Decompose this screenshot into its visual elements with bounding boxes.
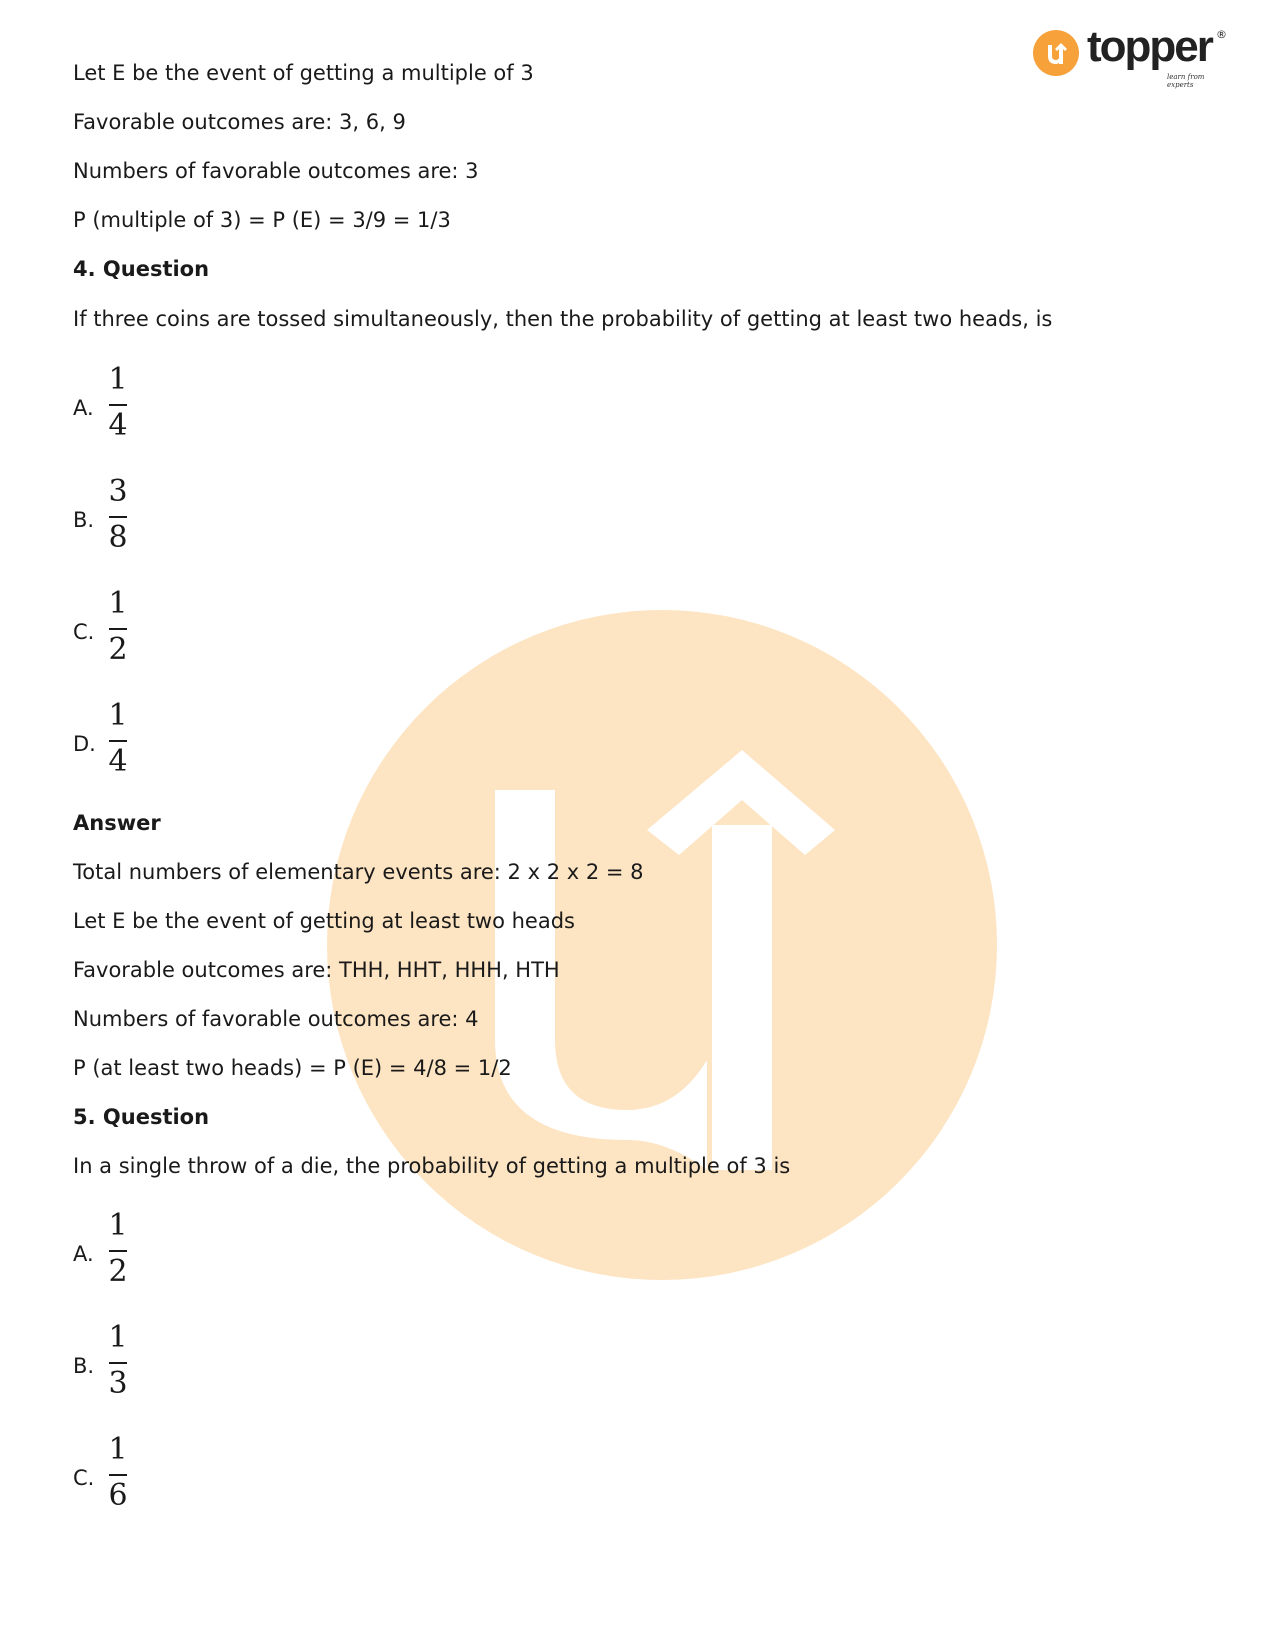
watermark-logo bbox=[327, 610, 997, 1280]
option-label: A. bbox=[73, 396, 94, 420]
option-label: B. bbox=[73, 1354, 95, 1378]
option-label: D. bbox=[73, 732, 96, 756]
question-5-text: In a single throw of a die, the probability of getting a multiple of 3 is bbox=[73, 1154, 791, 1178]
option-label: B. bbox=[73, 508, 95, 532]
answer-line: Favorable outcomes are: THH, HHT, HHH, HTH bbox=[73, 958, 560, 982]
topper-badge-icon bbox=[1033, 30, 1079, 76]
option-label: C. bbox=[73, 1466, 95, 1490]
question-5-heading: 5. Question bbox=[73, 1105, 210, 1129]
brand-tagline: learn from experts bbox=[1167, 73, 1205, 89]
solution-line: P (multiple of 3) = P (E) = 3/9 = 1/3 bbox=[73, 208, 451, 232]
option-label: A. bbox=[73, 1242, 94, 1266]
q5-option-a[interactable]: A. 1 2 bbox=[73, 1208, 128, 1289]
registered-mark: ® bbox=[1216, 28, 1227, 41]
question-4-heading: 4. Question bbox=[73, 257, 210, 281]
answer-line: Total numbers of elementary events are: 2 x 2 x 2 = 8 bbox=[73, 860, 644, 884]
q4-option-a[interactable]: A. 1 4 bbox=[73, 362, 128, 443]
answer-line: Numbers of favorable outcomes are: 4 bbox=[73, 1007, 479, 1031]
answer-line: Let E be the event of getting at least two heads bbox=[73, 909, 575, 933]
q5-option-b[interactable]: B. 1 3 bbox=[73, 1320, 128, 1401]
solution-line: Numbers of favorable outcomes are: 3 bbox=[73, 159, 479, 183]
solution-line: Let E be the event of getting a multiple of 3 bbox=[73, 61, 534, 85]
q4-option-c[interactable]: C. 1 2 bbox=[73, 586, 128, 667]
brand-name: topper bbox=[1087, 22, 1212, 71]
answer-line: P (at least two heads) = P (E) = 4/8 = 1/2 bbox=[73, 1056, 512, 1080]
answer-heading: Answer bbox=[73, 811, 161, 835]
question-4-text: If three coins are tossed simultaneously, then the probability of getting at least two heads, is bbox=[73, 307, 1053, 331]
q4-option-d[interactable]: D. 1 4 bbox=[73, 698, 128, 779]
option-label: C. bbox=[73, 620, 95, 644]
solution-line: Favorable outcomes are: 3, 6, 9 bbox=[73, 110, 406, 134]
q5-option-c[interactable]: C. 1 6 bbox=[73, 1432, 128, 1513]
topper-logo bbox=[1033, 22, 1233, 90]
q4-option-b[interactable]: B. 3 8 bbox=[73, 474, 128, 555]
